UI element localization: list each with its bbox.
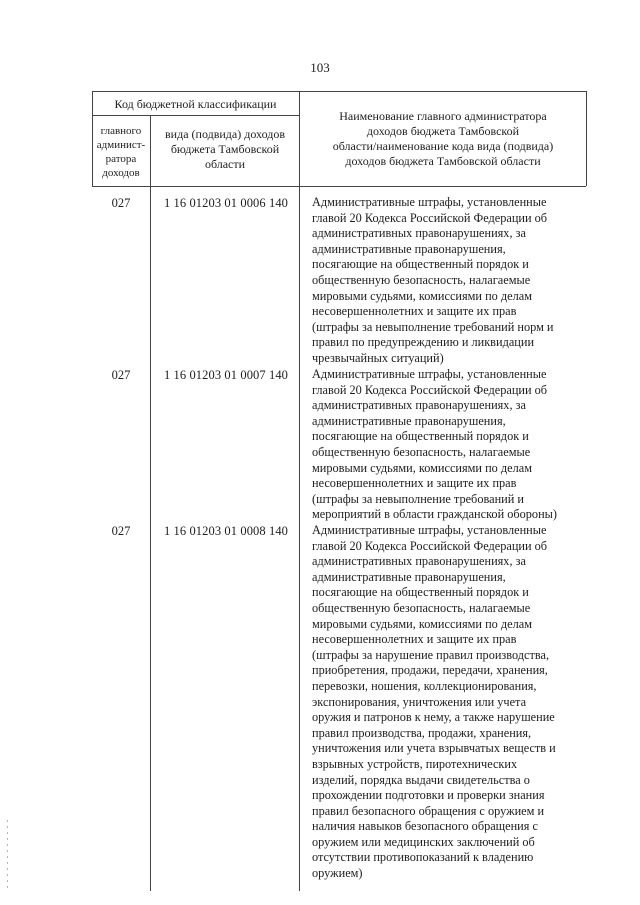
header-kbk-column: вида (подвида) доходов бюджета Тамбовской области [165, 127, 285, 171]
header-group-divider [92, 115, 299, 116]
row-description: Административные штрафы, установленные главой 20 Кодекса Российской Федерации об административных правонарушениях, за административные правонарушения, посягающие на общественный порядок и общественную безопасность, налагаемые мировыми судьями, комиссиями по делам несовершеннолетних и защите их прав (штрафы за нарушение правил производства, приобретения, продажи, передачи, хранения, перевозки, ношения, коллекционирования, экспонирования, уничтожения или учета оружия и патронов к нему, а также нарушение правил производства, продажи, хранения, уничтожения или учета взрывчатых веществ и взрывных устройств, пиротехнических изделий, порядка выдачи свидетельства о прохождении подготовки и проверки знания правил безопасного обращения с оружием и наличия навыков безопасного обращения с оружием или медицинских заключений об отсутствии противопоказаний к владению оружием) [312, 523, 556, 881]
row-admin-code: 027 [111, 368, 131, 382]
scan-margin-mark [7, 820, 8, 890]
row-kbk-code: 1 16 01203 01 0007 140 [163, 368, 289, 382]
page-number: 103 [310, 60, 330, 75]
admin-col-divider [150, 115, 151, 891]
row-kbk-code: 1 16 01203 01 0008 140 [163, 524, 289, 538]
kbk-col-divider [299, 91, 300, 891]
row-admin-code: 027 [111, 196, 131, 210]
budget-classification-table [92, 91, 586, 891]
table-right-border [586, 91, 587, 186]
header-name-column: Наименование главного администратора доходов бюджета Тамбовской области/наименование кода вида (подвида) доходов бюджета Тамбовской области [332, 109, 554, 168]
row-description: Административные штрафы, установленные главой 20 Кодекса Российской Федерации об административных правонарушениях, за административные правонарушения, посягающие на общественный порядок и общественную безопасность, налагаемые мировыми судьями, комиссиями по делам несовершеннолетних и защите их прав (штрафы за невыполнение требований и мероприятий в области гражданской обороны) [312, 367, 558, 522]
header-kbk-group: Код бюджетной классификации [114, 96, 277, 111]
name-header-bottom-border [299, 186, 586, 187]
row-kbk-code: 1 16 01203 01 0006 140 [163, 196, 289, 210]
header-bottom-border [92, 186, 299, 187]
header-admin-column: главного админист- ратора доходов [96, 124, 146, 179]
row-description: Административные штрафы, установленные главой 20 Кодекса Российской Федерации об административных правонарушениях, за административные правонарушения, посягающие на общественный порядок и общественную безопасность, налагаемые мировыми судьями, комиссиями по делам несовершеннолетних и защите их прав (штрафы за невыполнение требований норм и правил по предупреждению и ликвидации чрезвычайных ситуаций) [312, 195, 554, 365]
row-admin-code: 027 [111, 524, 131, 538]
